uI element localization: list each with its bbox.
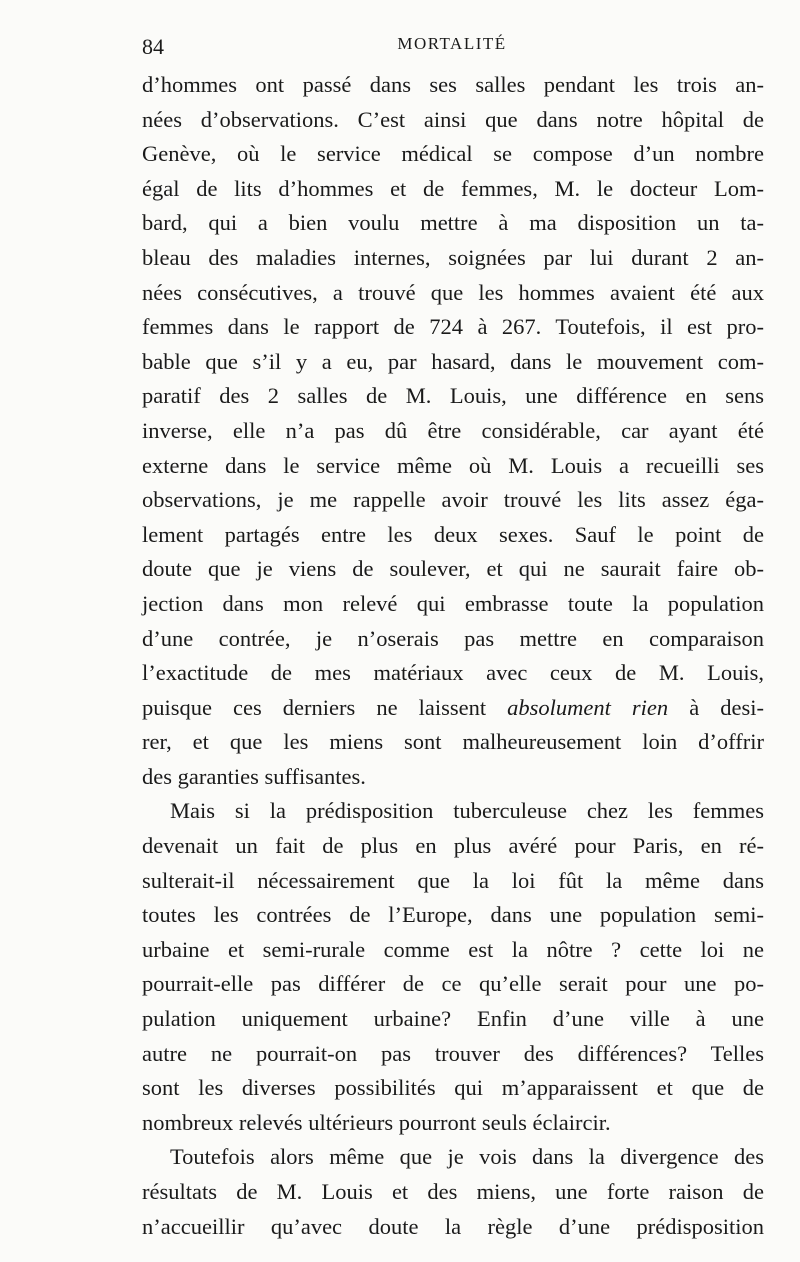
text-line — [142, 172, 764, 207]
text-line — [142, 1037, 764, 1072]
text-line — [142, 241, 764, 276]
text-line — [142, 587, 764, 622]
text-line — [142, 760, 764, 795]
text-fragment: devenait un fait de plus en plus avéré pour Paris, en ré- — [142, 833, 764, 859]
text-fragment: sont les diverses possibilités qui m’apparaissent et que de — [142, 1075, 764, 1101]
body-text — [142, 68, 764, 1244]
text-line — [142, 310, 764, 345]
text-fragment: autre ne pourrait-on pas trouver des différences? Telles — [142, 1040, 764, 1066]
text-fragment: des garanties suffisantes. — [142, 763, 366, 789]
text-line — [142, 1071, 764, 1106]
text-fragment: Genève, où le service médical se compose d’un nombre — [142, 141, 764, 167]
text-fragment: d’hommes ont passé dans ses salles pendant les trois an- — [142, 72, 764, 97]
text-fragment: urbaine et semi-rurale comme est la nôtre ? cette loi ne — [142, 936, 764, 962]
text-fragment: jection dans mon relevé qui embrasse toute la population — [142, 590, 764, 616]
text-line — [142, 345, 764, 380]
text-line — [142, 967, 764, 1002]
text-fragment: nées consécutives, a trouvé que les hommes avaient été aux — [142, 279, 764, 305]
text-fragment: à desi- — [668, 694, 764, 720]
text-fragment: paratif des 2 salles de M. Louis, une différence en sens — [142, 383, 764, 409]
text-line — [142, 864, 764, 899]
text-fragment: Toutefois alors même que je vois dans la divergence des — [170, 1144, 764, 1170]
text-fragment: bard, qui a bien voulu mettre à ma disposition un ta- — [142, 210, 764, 236]
text-fragment: résultats de M. Louis et des miens, une forte raison de — [142, 1179, 764, 1204]
text-line — [142, 898, 764, 933]
text-fragment: femmes dans le rapport de 724 à 267. Toutefois, il est pro- — [142, 314, 764, 340]
text-fragment: inverse, elle n’a pas dû être considérable, car ayant été — [142, 417, 764, 443]
text-fragment: externe dans le service même où M. Louis a recueilli ses — [142, 452, 764, 478]
text-line — [142, 1210, 764, 1245]
text-fragment: sulterait-il nécessairement que la loi fût la même dans — [142, 867, 764, 893]
text-fragment: pourrait-elle pas différer de ce qu’elle serait pour une po- — [142, 971, 764, 997]
text-fragment: doute que je viens de soulever, et qui ne saurait faire ob- — [142, 556, 764, 582]
text-line — [142, 414, 764, 449]
text-line — [142, 68, 764, 103]
text-fragment: bable que s’il y a eu, par hasard, dans le mouvement com- — [142, 348, 764, 374]
text-line — [142, 483, 764, 518]
text-line — [142, 206, 764, 241]
text-fragment: n’accueillir qu’avec doute la règle d’une prédisposition — [142, 1213, 764, 1239]
page-header — [142, 30, 762, 64]
text-fragment: Mais si la prédisposition tuberculeuse chez les femmes — [170, 798, 764, 824]
text-fragment: observations, je me rappelle avoir trouvé les lits assez éga- — [142, 487, 764, 513]
text-line — [142, 829, 764, 864]
text-line — [142, 103, 764, 138]
text-fragment: toutes les contrées de l’Europe, dans une population semi- — [142, 902, 764, 928]
text-fragment: bleau des maladies internes, soignées par lui durant 2 an- — [142, 244, 764, 270]
text-fragment: nées d’observations. C’est ainsi que dans notre hôpital de — [142, 106, 764, 132]
text-fragment: puisque ces derniers ne laissent — [142, 694, 508, 720]
text-fragment: égal de lits d’hommes et de femmes, M. le docteur Lom- — [142, 175, 764, 201]
page-number: 84 — [142, 34, 164, 59]
text-line — [142, 449, 764, 484]
text-fragment: lement partagés entre les deux sexes. Sauf le point de — [142, 521, 764, 547]
text-line — [142, 552, 764, 587]
italic-emphasis: absolument rien — [507, 694, 669, 720]
text-line — [142, 933, 764, 968]
text-fragment: d’une contrée, je n’oserais pas mettre en comparaison — [142, 625, 764, 651]
text-fragment: rer, et que les miens sont malheureusement loin d’offrir — [142, 729, 764, 755]
text-line — [142, 1175, 764, 1210]
text-fragment: l’exactitude de mes matériaux avec ceux de M. Louis, — [142, 660, 764, 686]
text-line — [142, 622, 764, 657]
text-line — [142, 1140, 764, 1175]
text-line — [142, 691, 764, 726]
text-line — [142, 379, 764, 414]
text-fragment: pulation uniquement urbaine? Enfin d’une ville à une — [142, 1006, 764, 1032]
text-line — [142, 518, 764, 553]
text-line — [142, 1002, 764, 1037]
text-line — [142, 656, 764, 691]
text-line — [142, 137, 764, 172]
running-title: MORTALITÉ — [397, 34, 507, 53]
text-fragment: nombreux relevés ultérieurs pourront seuls éclaircir. — [142, 1109, 611, 1135]
text-line — [142, 794, 764, 829]
text-line — [142, 276, 764, 311]
text-line — [142, 725, 764, 760]
text-line — [142, 1106, 764, 1141]
